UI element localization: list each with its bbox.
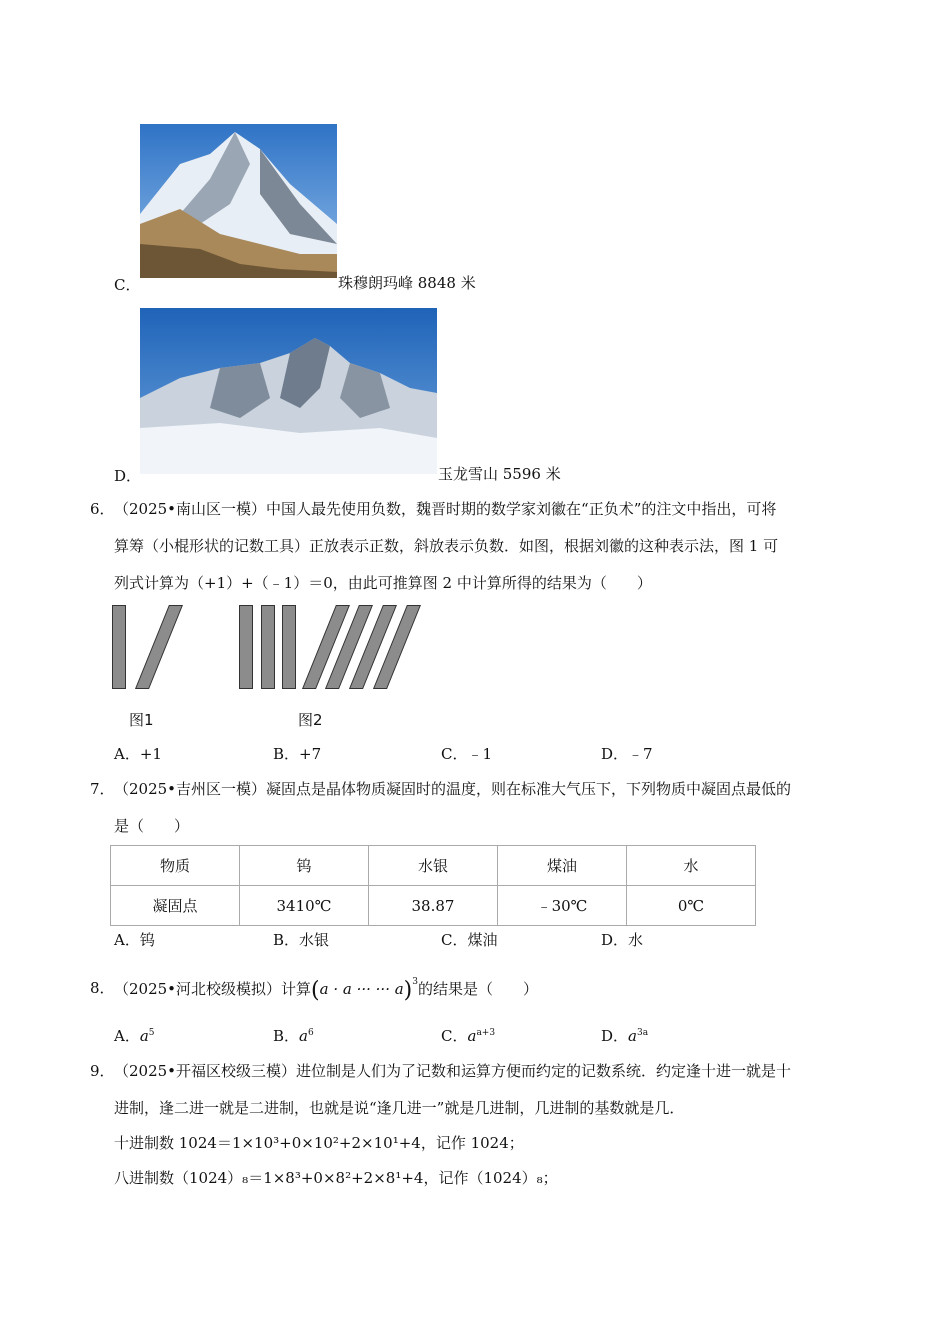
- q6-option-d: D．﹣7: [601, 745, 653, 763]
- q6-option-b: B．+7: [273, 745, 322, 763]
- q6-number: 6．: [90, 500, 115, 518]
- fig1-upright-rod: [112, 605, 126, 689]
- q7-line2: 是（ ）: [114, 817, 190, 835]
- fig2-upright-rod: [261, 605, 275, 689]
- freezing-point-table: [110, 845, 756, 926]
- q7-line1: （2025•吉州区一模）凝固点是晶体物质凝固时的温度，则在标准大气压下，下列物质中凝固点最低的: [114, 780, 792, 798]
- q8-power: 3: [412, 977, 418, 987]
- q6-option-a: A．+1: [114, 745, 162, 763]
- table-row: [111, 886, 756, 926]
- q5-option-d-caption: 玉龙雪山 5596 米: [438, 465, 561, 483]
- q8-option-a: A．$a^5$: [114, 1027, 155, 1045]
- q6-option-c: C．﹣1: [441, 745, 493, 763]
- q9-line2: 进制，逢二进一就是二进制，也就是说“逢几进一”就是几进制，几进制的基数就是几．: [114, 1099, 685, 1117]
- q9-line4: 八进制数（1024）₈＝1×8³+0×8²+2×8¹+4，记作（1024）₈；: [114, 1169, 558, 1187]
- q7-option-b: B．水银: [273, 931, 330, 949]
- everest-photo: [140, 124, 337, 278]
- q7-option-a: A．钨: [114, 931, 155, 949]
- table-cell: 凝固点: [111, 886, 240, 926]
- q8-option-d: D．$a^{3a}$: [601, 1027, 649, 1045]
- table-cell: ﹣30℃: [498, 886, 627, 926]
- q8-expression: a · a ··· ··· a: [319, 980, 404, 998]
- q5-option-d-letter: D．: [114, 467, 142, 485]
- fig2-upright-rod: [239, 605, 253, 689]
- q6-line3: 列式计算为（+1）+（﹣1）＝0，由此可推算图 2 中计算所得的结果为（ ）: [114, 574, 652, 592]
- q5-option-c-caption: 珠穆朗玛峰 8848 米: [338, 274, 476, 292]
- q6-line1: （2025•南山区一模）中国人最先使用负数，魏晋时期的数学家刘徽在“正负术”的注文中指出，可将: [114, 500, 777, 518]
- table-cell: 水银: [369, 846, 498, 886]
- table-cell: 物质: [111, 846, 240, 886]
- fig2-label: 图2: [298, 711, 323, 729]
- q8-option-b: B．$a^6$: [273, 1027, 314, 1045]
- fig1-label: 图1: [129, 711, 154, 729]
- q5-option-c-letter: C．: [114, 276, 141, 294]
- table-cell: 0℃: [627, 886, 756, 926]
- q9-number: 9．: [90, 1062, 115, 1080]
- table-cell: 38.87: [369, 886, 498, 926]
- q7-number: 7．: [90, 780, 115, 798]
- q8-number: 8．: [90, 979, 115, 997]
- q9-line1: （2025•开福区校级三模）进位制是人们为了记数和运算方便而约定的记数系统．约定逢十进一就是十: [114, 1062, 792, 1080]
- table-header-row: [111, 846, 756, 886]
- fig2-upright-rod: [282, 605, 296, 689]
- q7-option-c: C．煤油: [441, 931, 498, 949]
- q8-stem: （2025•河北校级模拟）计算(a · a ··· ··· a)$^3$的结果是（ ）: [114, 977, 539, 1003]
- fig1-slanted-rod: [135, 605, 183, 689]
- table-cell: 水: [627, 846, 756, 886]
- q6-line2: 算筹（小棍形状的记数工具）正放表示正数，斜放表示负数．如图，根据刘徽的这种表示法，图 1 可: [114, 537, 779, 555]
- yulong-snow-mountain-photo: [140, 308, 437, 474]
- table-cell: 钨: [240, 846, 369, 886]
- q7-option-d: D．水: [601, 931, 644, 949]
- table-cell: 3410℃: [240, 886, 369, 926]
- q9-line3: 十进制数 1024＝1×10³+0×10²+2×10¹+4，记作 1024；: [114, 1134, 524, 1152]
- q8-option-c: C．$a^{a+3}$: [441, 1027, 496, 1045]
- table-cell: 煤油: [498, 846, 627, 886]
